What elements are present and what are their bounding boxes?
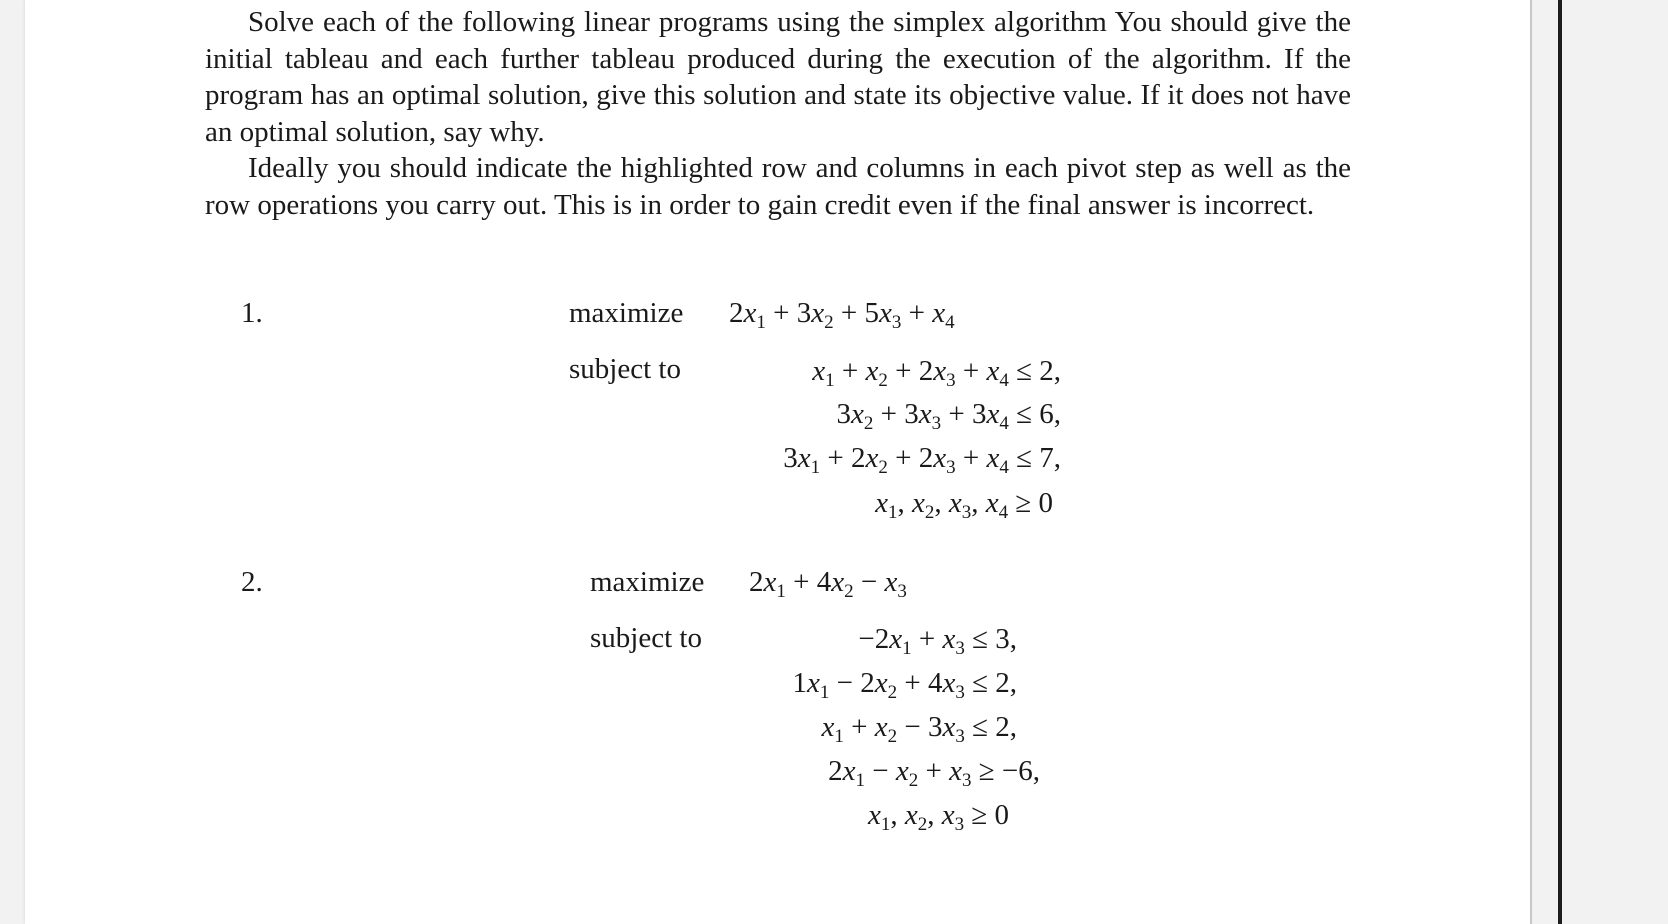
problem-2-objective: $2x_1 + 4x_2 - x_3$ [749, 566, 907, 602]
problem-2-number: 2. [241, 566, 263, 598]
problem-1-objective: $2x_1 + 3x_2 + 5x_3 + x_4$ [729, 297, 955, 333]
problem-2-constraint-1: $-2x_1 + x_3 \le 3$, [858, 623, 1017, 659]
problem-2-nonnegativity: $x_1$, $x_2$, $x_3 \ge 0$ [867, 799, 1009, 835]
problem-2-maximize-label: maximize [590, 566, 705, 598]
page-edge-divider [1558, 0, 1562, 924]
problem-1-nonnegativity: $x_1$, $x_2$, $x_3$, $x_4 \ge 0$ [875, 487, 1053, 523]
instructions-paragraph-2: Ideally you should indicate the highlighted row and columns in each pivot step as well as the row operations you carry out. This is in order to gain credit even if the final answer is incorrect. [205, 152, 1351, 221]
problem-2-subject-to-label: subject to [590, 622, 702, 654]
problem-1-number: 1. [241, 297, 263, 329]
problem-1-maximize-label: maximize [569, 297, 684, 329]
problem-2-constraint-2: $1x_1 - 2x_2 + 4x_3 \le 2$, [792, 667, 1017, 703]
problem-2-constraint-3: $x_1 + x_2 - 3x_3 \le 2$, [821, 711, 1017, 747]
problem-1-constraint-2: $3x_2 + 3x_3 + 3x_4 \le 6$, [836, 398, 1061, 434]
instructions-paragraph-1: Solve each of the following linear programs using the simplex algorithm You should give the initial tableau and each further tableau produced during the execution of the algorithm. If the program has an optimal solution, give this solution and state its objective value. If it does not have an optimal solution, say why. [205, 6, 1351, 148]
problem-1-constraint-1: $x_1 + x_2 + 2x_3 + x_4 \le 2$, [812, 355, 1061, 391]
problem-1-constraint-3: $3x_1 + 2x_2 + 2x_3 + x_4 \le 7$, [783, 442, 1061, 478]
instructions-text [205, 4, 1351, 224]
problem-1-subject-to-label: subject to [569, 353, 681, 385]
problem-2-constraint-4: $2x_1 - x_2 + x_3 \ge -6$, [828, 755, 1040, 791]
